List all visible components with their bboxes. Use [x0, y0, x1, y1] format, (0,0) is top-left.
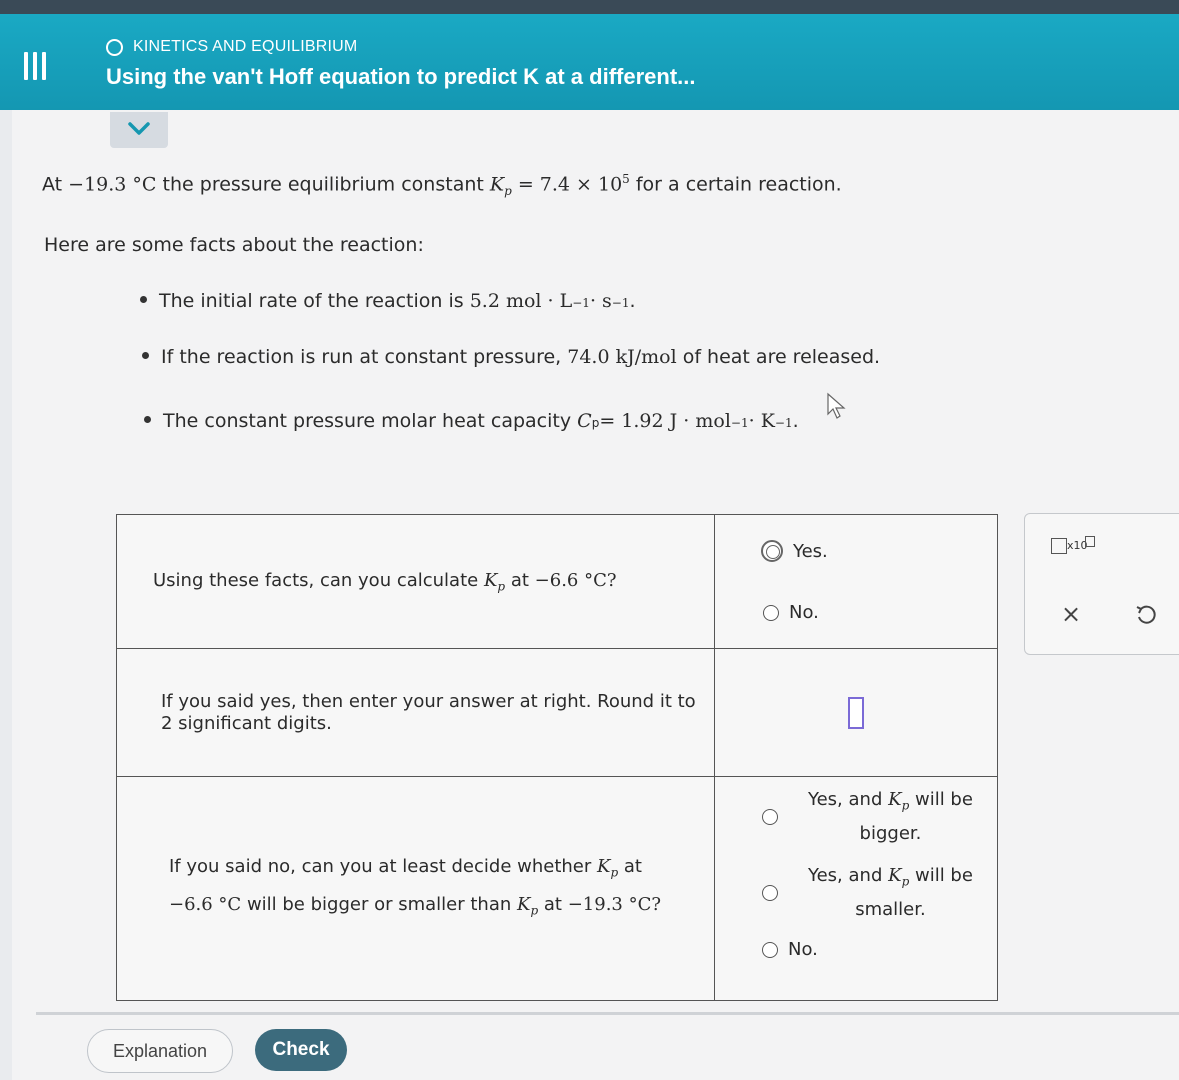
fact-3-mid: · K — [748, 410, 775, 432]
intro-k: K — [489, 173, 505, 196]
q3-k1-sub: p — [610, 865, 619, 880]
fact-1-mid: · s — [589, 290, 612, 312]
scientific-notation-button[interactable] — [1051, 538, 1088, 554]
intro-exp: 5 — [622, 172, 630, 186]
page-title: Using the van't Hoff equation to predict K at a different... — [106, 64, 696, 89]
q3-at-2: at — [543, 893, 562, 915]
opt-smaller-k-sub: p — [901, 874, 910, 889]
fact-2-math: 74.0 kJ/mol — [567, 346, 677, 368]
question-3-cell — [117, 777, 715, 1001]
bullet-icon — [144, 416, 151, 423]
radio-bigger[interactable] — [762, 809, 778, 825]
radio-smaller[interactable] — [762, 885, 778, 901]
question-1-options — [715, 515, 998, 649]
explanation-button[interactable]: Explanation — [87, 1029, 233, 1073]
q3-text-a: If you said no, can you at least decide whether — [169, 855, 592, 877]
answer-input[interactable] — [848, 697, 864, 729]
intro-eq: = 7.4 × 10 — [517, 173, 623, 196]
topic-circle-icon — [106, 39, 123, 56]
x10-label: x10 — [1067, 539, 1088, 552]
q1-at: at — [510, 569, 529, 591]
question-3-options — [715, 777, 998, 1001]
opt-smaller-b: will be — [914, 865, 973, 887]
option-no-3[interactable] — [762, 939, 996, 960]
radio-yes[interactable] — [761, 540, 783, 562]
top-strip — [0, 0, 1179, 14]
radio-no[interactable] — [763, 605, 779, 621]
option-yes[interactable] — [761, 540, 996, 562]
fact-1-math: 5.2 mol · L — [469, 290, 573, 312]
fact-3-exp2: −1 — [774, 416, 793, 430]
option-smaller[interactable] — [762, 865, 996, 921]
opt-smaller-c: smaller. — [855, 898, 926, 920]
q3-at-1: at — [623, 855, 642, 877]
opt-smaller-a: Yes, and — [808, 865, 883, 887]
option-yes-label: Yes. — [793, 540, 828, 562]
option-bigger[interactable] — [762, 789, 996, 845]
bullet-icon — [140, 296, 147, 303]
question-2-cell — [117, 649, 715, 777]
radio-no-3[interactable] — [762, 942, 778, 958]
divider — [36, 1012, 1179, 1015]
option-no[interactable] — [763, 602, 996, 623]
q3-text-c: will be bigger or smaller than — [246, 893, 512, 915]
q2-text: If you said yes, then enter your answer at right. Round it to 2 significant digits. — [161, 690, 696, 734]
menu-icon[interactable] — [18, 52, 52, 82]
intro-temp: −19.3 °C — [68, 173, 157, 196]
option-no-3-label: No. — [788, 939, 818, 960]
answer-tools-panel — [1024, 513, 1179, 655]
option-smaller-label — [808, 862, 973, 924]
collapse-toggle[interactable] — [110, 112, 168, 148]
opt-bigger-c: bigger. — [859, 822, 922, 844]
q3-k1: K — [597, 855, 611, 877]
intro-text-1: At — [42, 173, 63, 196]
option-no-label: No. — [789, 602, 819, 623]
bullet-icon — [142, 352, 149, 359]
fact-1: The initial rate of the reaction is 5.2 mol · L −1 · s −1 . — [140, 290, 636, 312]
option-bigger-label — [808, 786, 973, 848]
opt-smaller-k: K — [888, 865, 902, 887]
answer-cell — [715, 649, 998, 777]
fact-3: The constant pressure molar heat capacity C p = 1.92 J · mol −1 · K −1 . — [144, 410, 799, 432]
fact-2-tail: of heat are released. — [682, 346, 881, 368]
exponent-box-icon — [1085, 536, 1095, 547]
cursor-icon — [826, 392, 848, 420]
fact-2-text: If the reaction is run at constant pressure, — [161, 346, 562, 368]
problem-intro — [42, 172, 842, 198]
opt-bigger-k: K — [888, 789, 902, 811]
q1-text: Using these facts, can you calculate — [153, 569, 479, 591]
question-1-cell — [117, 515, 715, 649]
fact-3-c-sub: p — [591, 416, 600, 430]
box-icon — [1051, 538, 1067, 554]
q3-temp-2: −19.3 °C? — [567, 893, 662, 915]
fact-2 — [142, 346, 880, 368]
q3-k2: K — [517, 893, 531, 915]
intro-k-sub: p — [504, 184, 512, 199]
chevron-down-icon — [127, 121, 151, 137]
undo-icon[interactable] — [1135, 604, 1157, 626]
fact-1-text: The initial rate of the reaction is — [159, 290, 464, 312]
q1-k: K — [483, 569, 498, 591]
facts-title: Here are some facts about the reaction: — [44, 234, 424, 256]
opt-bigger-k-sub: p — [901, 798, 910, 813]
fact-1-exp1: −1 — [572, 296, 590, 310]
fact-3-text: The constant pressure molar heat capacity — [163, 410, 572, 432]
q1-temp: −6.6 °C? — [534, 569, 617, 591]
opt-bigger-b: will be — [914, 789, 973, 811]
q3-k2-sub: p — [530, 903, 539, 918]
topic-text: KINETICS AND EQUILIBRIUM — [133, 38, 358, 55]
intro-text-3: for a certain reaction. — [635, 173, 842, 196]
opt-bigger-a: Yes, and — [808, 789, 883, 811]
clear-button[interactable]: × — [1061, 600, 1082, 628]
fact-3-exp1: −1 — [730, 416, 749, 430]
q1-k-sub: p — [497, 579, 506, 594]
fact-1-exp2: −1 — [611, 296, 630, 310]
q3-temp-1: −6.6 °C — [169, 893, 242, 915]
intro-text-2: the pressure equilibrium constant — [162, 173, 484, 196]
check-button[interactable]: Check — [255, 1029, 347, 1071]
fact-3-c: C — [577, 410, 592, 432]
fact-3-math: = 1.92 J · mol — [599, 410, 731, 432]
question-table — [116, 514, 998, 1001]
header-bar — [0, 14, 1179, 110]
topic-label — [106, 38, 357, 56]
